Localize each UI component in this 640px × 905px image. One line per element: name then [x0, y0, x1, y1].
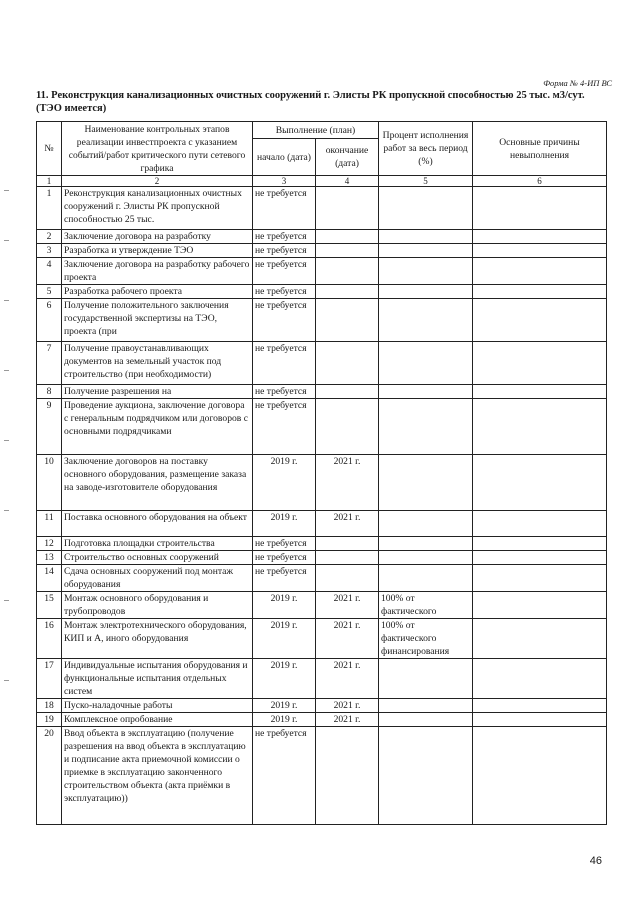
row-number: 18 — [37, 699, 62, 713]
end-date — [316, 537, 379, 551]
stage-name: Монтаж электротехнического оборудования, КИП и А, иного оборудования — [62, 619, 253, 659]
end-date: 2021 г. — [316, 699, 379, 713]
end-date — [316, 299, 379, 342]
stage-name: Реконструкция канализационных очистных сооружений г. Элисты РК пропускной способностью 25 тыс. — [62, 187, 253, 230]
start-date: не требуется — [253, 187, 316, 230]
end-date: 2021 г. — [316, 713, 379, 727]
start-date: 2019 г. — [253, 713, 316, 727]
end-date — [316, 727, 379, 825]
percent-complete — [379, 230, 473, 244]
stage-name: Получение правоустанавливающих документов на земельный участок под строительство (при необходимости) — [62, 342, 253, 385]
row-number: 12 — [37, 537, 62, 551]
header-end: окончание (дата) — [316, 139, 379, 176]
end-date: 2021 г. — [316, 592, 379, 619]
column-number: 4 — [316, 176, 379, 187]
end-date — [316, 342, 379, 385]
non-completion-reason — [473, 699, 607, 713]
header-percent: Процент исполнения работ за весь период (%) — [379, 122, 473, 176]
start-date: не требуется — [253, 551, 316, 565]
row-number: 19 — [37, 713, 62, 727]
row-number: 5 — [37, 285, 62, 299]
end-date: 2021 г. — [316, 659, 379, 699]
non-completion-reason — [473, 511, 607, 537]
start-date: не требуется — [253, 244, 316, 258]
table-row — [37, 565, 607, 592]
table-row — [37, 258, 607, 285]
end-date: 2021 г. — [316, 455, 379, 511]
form-number-label: Форма № 4-ИП ВС — [543, 78, 612, 88]
column-number: 2 — [62, 176, 253, 187]
percent-complete — [379, 727, 473, 825]
stage-name: Пуско-наладочные работы — [62, 699, 253, 713]
stage-name: Поставка основного оборудования на объект — [62, 511, 253, 537]
non-completion-reason — [473, 727, 607, 825]
percent-complete — [379, 385, 473, 399]
non-completion-reason — [473, 659, 607, 699]
table-row — [37, 619, 607, 659]
table-row — [37, 399, 607, 455]
page-number: 46 — [589, 855, 602, 867]
non-completion-reason — [473, 619, 607, 659]
table-row — [37, 285, 607, 299]
percent-complete — [379, 713, 473, 727]
end-date — [316, 385, 379, 399]
stage-name: Разработка и утверждение ТЭО — [62, 244, 253, 258]
percent-complete — [379, 187, 473, 230]
header-row — [37, 122, 607, 139]
percent-complete — [379, 244, 473, 258]
non-completion-reason — [473, 592, 607, 619]
percent-complete: 100% от фактического — [379, 592, 473, 619]
row-number: 17 — [37, 659, 62, 699]
row-number: 15 — [37, 592, 62, 619]
table-row — [37, 551, 607, 565]
table-row — [37, 511, 607, 537]
end-date — [316, 399, 379, 455]
start-date: 2019 г. — [253, 511, 316, 537]
non-completion-reason — [473, 187, 607, 230]
table-row — [37, 537, 607, 551]
row-number: 9 — [37, 399, 62, 455]
stage-name: Получение положительного заключения государственной экспертизы на ТЭО, проекта (при — [62, 299, 253, 342]
row-number: 20 — [37, 727, 62, 825]
stage-name: Проведение аукциона, заключение договора с генеральным подрядчиком или договоров с основными подрядчиками — [62, 399, 253, 455]
row-number: 3 — [37, 244, 62, 258]
table-row — [37, 699, 607, 713]
non-completion-reason — [473, 299, 607, 342]
percent-complete — [379, 399, 473, 455]
start-date: не требуется — [253, 399, 316, 455]
row-number: 1 — [37, 187, 62, 230]
percent-complete — [379, 537, 473, 551]
row-number: 10 — [37, 455, 62, 511]
end-date — [316, 230, 379, 244]
row-number: 7 — [37, 342, 62, 385]
row-number: 4 — [37, 258, 62, 285]
end-date — [316, 187, 379, 230]
column-number: 3 — [253, 176, 316, 187]
percent-complete — [379, 565, 473, 592]
header-start: начало (дата) — [253, 139, 316, 176]
percent-complete — [379, 285, 473, 299]
non-completion-reason — [473, 399, 607, 455]
table-row — [37, 592, 607, 619]
table-row — [37, 230, 607, 244]
stage-name: Заключение договоров на поставку основного оборудования, размещение заказа на заводе-изготовителе оборудования — [62, 455, 253, 511]
percent-complete: 100% от фактического финансирования — [379, 619, 473, 659]
start-date: 2019 г. — [253, 619, 316, 659]
start-date: 2019 г. — [253, 592, 316, 619]
start-date: не требуется — [253, 230, 316, 244]
start-date: не требуется — [253, 285, 316, 299]
end-date — [316, 244, 379, 258]
stage-name: Заключение договора на разработку рабочего проекта — [62, 258, 253, 285]
percent-complete — [379, 258, 473, 285]
start-date: 2019 г. — [253, 455, 316, 511]
control-stages-table — [36, 121, 607, 825]
stage-name: Заключение договора на разработку — [62, 230, 253, 244]
row-number: 13 — [37, 551, 62, 565]
non-completion-reason — [473, 537, 607, 551]
scan-margin-marks — [4, 180, 10, 700]
stage-name: Монтаж основного оборудования и трубопроводов — [62, 592, 253, 619]
table-row — [37, 659, 607, 699]
row-number: 2 — [37, 230, 62, 244]
row-number: 16 — [37, 619, 62, 659]
table-row — [37, 385, 607, 399]
start-date: не требуется — [253, 385, 316, 399]
row-number: 6 — [37, 299, 62, 342]
row-number: 8 — [37, 385, 62, 399]
end-date — [316, 551, 379, 565]
start-date: не требуется — [253, 727, 316, 825]
start-date: 2019 г. — [253, 659, 316, 699]
percent-complete — [379, 699, 473, 713]
stage-name: Получение разрешения на — [62, 385, 253, 399]
header-execution: Выполнение (план) — [253, 122, 379, 139]
table-row — [37, 342, 607, 385]
stage-name: Строительство основных сооружений — [62, 551, 253, 565]
row-number: 11 — [37, 511, 62, 537]
percent-complete — [379, 551, 473, 565]
stage-name: Разработка рабочего проекта — [62, 285, 253, 299]
end-date — [316, 285, 379, 299]
start-date: не требуется — [253, 565, 316, 592]
percent-complete — [379, 511, 473, 537]
percent-complete — [379, 659, 473, 699]
column-number-row — [37, 176, 607, 187]
stage-name: Подготовка площадки строительства — [62, 537, 253, 551]
non-completion-reason — [473, 455, 607, 511]
table-row — [37, 187, 607, 230]
table-row — [37, 299, 607, 342]
start-date: 2019 г. — [253, 699, 316, 713]
percent-complete — [379, 455, 473, 511]
table-row — [37, 727, 607, 825]
start-date: не требуется — [253, 537, 316, 551]
percent-complete — [379, 299, 473, 342]
header-num: № — [37, 122, 62, 176]
table-row — [37, 244, 607, 258]
section-heading: 11. Реконструкция канализационных очистных сооружений г. Элисты РК пропускной способностью 25 тыс. м3/сут. (ТЭО имеется) — [36, 90, 585, 114]
non-completion-reason — [473, 230, 607, 244]
column-number: 6 — [473, 176, 607, 187]
stage-name: Комплексное опробование — [62, 713, 253, 727]
table-row — [37, 455, 607, 511]
column-number: 5 — [379, 176, 473, 187]
non-completion-reason — [473, 342, 607, 385]
non-completion-reason — [473, 551, 607, 565]
start-date: не требуется — [253, 342, 316, 385]
non-completion-reason — [473, 565, 607, 592]
header-stages: Наименование контрольных этапов реализации инвестпроекта с указанием событий/работ критического пути сетевого графика — [62, 122, 253, 176]
end-date: 2021 г. — [316, 511, 379, 537]
non-completion-reason — [473, 258, 607, 285]
stage-name: Сдача основных сооружений под монтаж оборудования — [62, 565, 253, 592]
column-number: 1 — [37, 176, 62, 187]
non-completion-reason — [473, 244, 607, 258]
stage-name: Индивидуальные испытания оборудования и функциональные испытания отдельных систем — [62, 659, 253, 699]
non-completion-reason — [473, 285, 607, 299]
non-completion-reason — [473, 385, 607, 399]
end-date — [316, 258, 379, 285]
end-date — [316, 565, 379, 592]
start-date: не требуется — [253, 299, 316, 342]
non-completion-reason — [473, 713, 607, 727]
percent-complete — [379, 342, 473, 385]
row-number: 14 — [37, 565, 62, 592]
table-row — [37, 713, 607, 727]
stage-name: Ввод объекта в эксплуатацию (получение разрешения на ввод объекта в эксплуатацию и подписание акта приемочной комиссии о приемке в эксплуатацию законченного строительством объекта (акта приёмки в эксплуатацию)) — [62, 727, 253, 825]
end-date: 2021 г. — [316, 619, 379, 659]
start-date: не требуется — [253, 258, 316, 285]
header-reasons: Основные причины невыполнения — [473, 122, 607, 176]
